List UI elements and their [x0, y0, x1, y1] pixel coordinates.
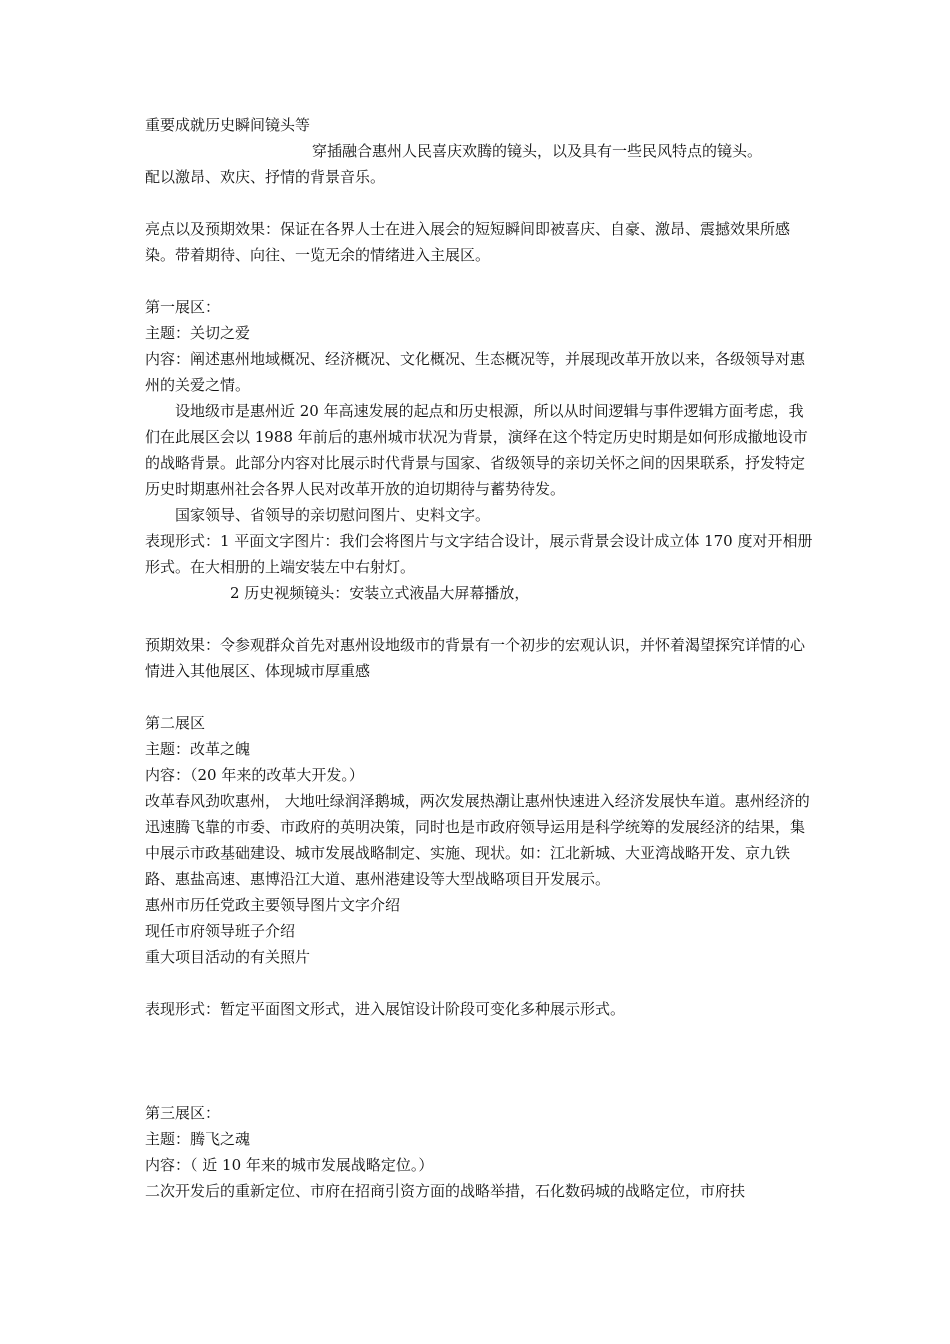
section-2-theme: 主题：改革之魄 — [145, 740, 251, 758]
paragraph-gap — [145, 684, 815, 710]
section-1-form: 表现形式：1 平面文字图片：我们会将图片与文字结合设计，展示背景会设计成立体 170 度对开相册形式。在大相册的上端安装左中右射灯。 — [145, 532, 813, 576]
section-2-form: 表现形式：暂定平面图文形式，进入展馆设计阶段可变化多种展示形式。 — [145, 1000, 626, 1018]
section-1-effect: 预期效果：令参观群众首先对惠州设地级市的背景有一个初步的宏观认识，并怀着渴望探究详情的心情进入其他展区、体现城市厚重感 — [145, 636, 806, 680]
section-3-theme: 主题：腾飞之魂 — [145, 1130, 251, 1148]
paragraph-gap — [145, 1022, 815, 1100]
section-2-item-team: 现任市府领导班子介绍 — [145, 922, 296, 940]
section-2-content: 内容：（20 年来的改革大开发。） — [145, 766, 364, 784]
section-1-body: 设地级市是惠州近 20 年高速发展的起点和历史根源，所以从时间逻辑与事件逻辑方面考虑，我们在此展区会以 1988 年前后的惠州城市状况为背景，演绎在这个特定历史时期是如何形成撤地设市的战略背景。此部分内容对比展示时代背景与国家、省级领导的亲切关怀之间的因果联系，抒发特定历史时期惠州社会各界人民对改革开放的迫切期待与蓄势待发。 — [145, 402, 808, 498]
section-2-item-photos: 重大项目活动的有关照片 — [145, 948, 311, 966]
text-line-3: 配以激昂、欢庆、抒情的背景音乐。 — [145, 168, 386, 186]
section-2-heading: 第二展区 — [145, 714, 206, 732]
section-2-item-leaders: 惠州市历任党政主要领导图片文字介绍 — [145, 896, 401, 914]
paragraph-gap — [145, 970, 815, 996]
section-1-content: 内容：阐述惠州地域概况、经济概况、文化概况、生态概况等，并展现改革开放以来，各级领导对惠州的关爱之情。 — [145, 350, 806, 394]
section-2-body: 改革春风劲吹惠州， 大地吐绿润泽鹅城，两次发展热潮让惠州快速进入经济发展快车道。惠州经济的迅速腾飞靠的市委、市政府的英明决策，同时也是市政府领导运用是科学统筹的发展经济的结果，集中展示市政基础建设、城市发展战略制定、实施、现状。如：江北新城、大亚湾战略开发、京九铁路、惠盐高速、惠博沿江大道、惠州港建设等大型战略项目开发展示。 — [145, 792, 810, 888]
paragraph-gap — [145, 190, 815, 216]
section-3-heading: 第三展区： — [145, 1104, 221, 1122]
text-line-1: 重要成就历史瞬间镜头等 — [145, 116, 311, 134]
section-1-heading: 第一展区： — [145, 298, 221, 316]
section-1-form-video: 2 历史视频镜头：安装立式液晶大屏幕播放， — [230, 584, 530, 602]
paragraph-gap — [145, 268, 815, 294]
text-line-2: 穿插融合惠州人民喜庆欢腾的镜头，以及具有一些民风特点的镜头。 — [312, 142, 763, 160]
document-page — [145, 112, 815, 1204]
section-1-materials: 国家领导、省领导的亲切慰问图片、史料文字。 — [175, 506, 491, 524]
paragraph-gap — [145, 606, 815, 632]
section-3-body: 二次开发后的重新定位、市府在招商引资方面的战略举措，石化数码城的战略定位，市府扶 — [145, 1182, 746, 1200]
highlight-paragraph: 亮点以及预期效果：保证在各界人士在进入展会的短短瞬间即被喜庆、自豪、激昂、震撼效果所感染。带着期待、向往、一览无余的情绪进入主展区。 — [145, 220, 791, 264]
section-1-theme: 主题：关切之爱 — [145, 324, 251, 342]
section-3-content: 内容：（ 近 10 年来的城市发展战略定位。） — [145, 1156, 434, 1174]
